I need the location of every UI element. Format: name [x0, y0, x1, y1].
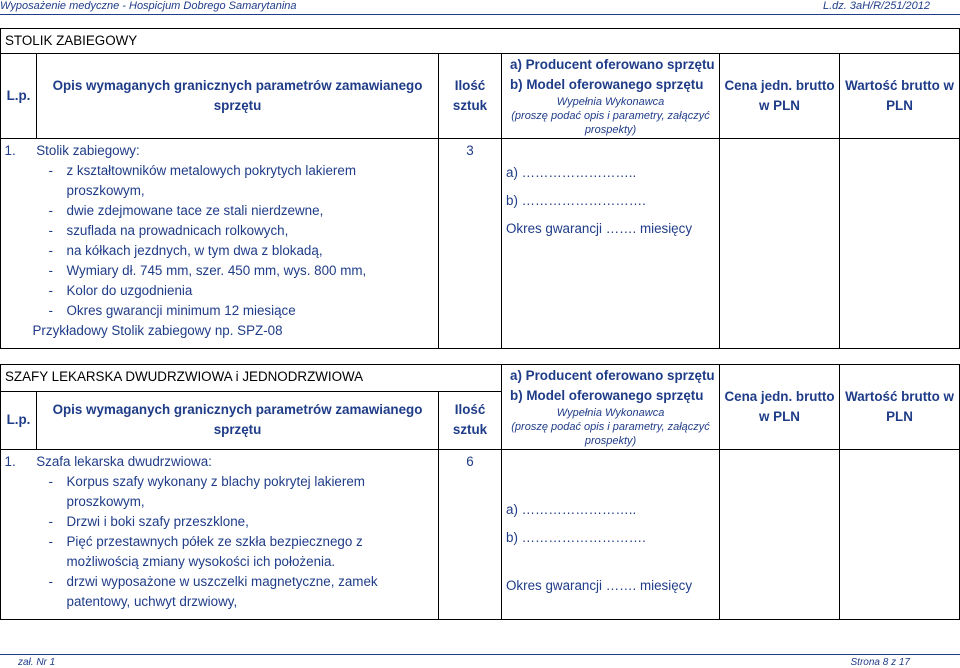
item-number: 1.: [4, 143, 16, 158]
col-header-desc: Opis wymaganych granicznych parametrów zamawianego sprzętu: [37, 391, 439, 449]
col-header-lp: L.p.: [1, 391, 37, 449]
col-header-total: Wartość brutto w PLN: [840, 365, 960, 450]
spec-item: - Wymiary dł. 745 mm, szer. 450 mm, wys. 800 mm,: [31, 261, 435, 281]
total-cell: [840, 450, 960, 620]
spec-item: - szuflada na prowadnicach rolkowych,: [31, 221, 435, 241]
fill-b: b) ……………………….: [506, 193, 646, 208]
table-title: SZAFY LEKARSKA DWUDRZWIOWA i JEDNODRZWIOWA: [1, 365, 502, 392]
table-stolik: [0, 28, 960, 349]
item-name: Szafa lekarska dwudrzwiowa:: [36, 454, 212, 469]
col-header-qty: Ilość sztuk: [439, 54, 502, 139]
col-header-lp: L.p.: [1, 54, 37, 139]
producer-a-label: a) Producent oferowano sprzętu: [510, 368, 715, 383]
producer-fill: [502, 139, 720, 349]
spec-item: - drzwi wyposażone w uszczelki magnetyczne, zamek patentowy, uchwyt drzwiowy,: [31, 572, 435, 612]
page-number: Strona 8 z 17: [850, 657, 910, 668]
producer-note2: (proszę podać opis i parametry, załączyć prospekty): [511, 421, 710, 447]
spec-item: - z kształtowników metalowych pokrytych lakierem proszkowym,: [31, 161, 435, 201]
col-header-producer: [502, 365, 720, 450]
spec-item: - Pięć przestawnych półek ze szkła bezpiecznego z możliwością zmiany wysokości ich położenia.: [31, 532, 435, 572]
spec-item: - dwie zdejmowane tace ze stali nierdzewne,: [31, 201, 435, 221]
item-qty: 6: [439, 450, 502, 620]
unit-price-cell: [720, 139, 840, 349]
spec-item: - Korpus szafy wykonany z blachy pokrytej lakierem proszkowym,: [31, 472, 435, 512]
table-szafy: [0, 364, 960, 620]
item-description: [4, 139, 439, 349]
item-number: 1.: [4, 454, 16, 469]
producer-a-label: a) Producent oferowano sprzętu: [510, 57, 715, 72]
spec-item: - Drzwi i boki szafy przeszklone,: [31, 512, 435, 532]
producer-note2: (proszę podać opis i parametry, załączyć prospekty): [511, 110, 710, 136]
warranty-fill: Okres gwarancji ……. miesięcy: [506, 221, 693, 236]
item-name: Stolik zabiegowy:: [36, 143, 140, 158]
warranty-fill: Okres gwarancji ……. miesięcy: [506, 578, 693, 593]
header-divider: [0, 14, 960, 15]
footer-left: zał. Nr 1: [18, 657, 56, 668]
footer-divider: [0, 654, 960, 655]
table-title: STOLIK ZABIEGOWY: [1, 29, 960, 54]
producer-b-label: b) Model oferowanego sprzętu: [510, 388, 704, 403]
spec-list: [31, 472, 435, 612]
page-header: [0, 0, 960, 14]
col-header-qty: Ilość sztuk: [439, 391, 502, 449]
total-cell: [840, 139, 960, 349]
header-right: L.dz. 3aH/R/251/2012: [822, 0, 930, 12]
spec-item: - Kolor do uzgodnienia: [31, 281, 435, 301]
producer-note1: Wypełnia Wykonawca: [556, 407, 665, 419]
col-header-unit-price: Cena jedn. brutto w PLN: [720, 365, 840, 450]
producer-b-label: b) Model oferowanego sprzętu: [510, 77, 704, 92]
item-qty: 3: [439, 139, 502, 349]
fill-a: a) ……………………..: [506, 502, 637, 517]
unit-price-cell: [720, 450, 840, 620]
col-header-producer: [502, 54, 720, 139]
col-header-total: Wartość brutto w PLN: [840, 54, 960, 139]
spec-list: [31, 161, 435, 321]
spec-item: - Okres gwarancji minimum 12 miesiące: [31, 301, 435, 321]
fill-b: b) ……………………….: [506, 530, 646, 545]
item-description: [4, 450, 439, 620]
col-header-desc: Opis wymaganych granicznych parametrów zamawianego sprzętu: [37, 54, 439, 139]
col-header-unit-price: Cena jedn. brutto w PLN: [720, 54, 840, 139]
spec-item: - na kółkach jezdnych, w tym dwa z blokadą,: [31, 241, 435, 261]
header-left: Wyposażenie medyczne - Hospicjum Dobrego Samarytanina: [0, 0, 297, 12]
fill-a: a) ……………………..: [506, 165, 637, 180]
producer-note1: Wypełnia Wykonawca: [556, 96, 665, 108]
example-model: Przykładowy Stolik zabiegowy np. SPZ-08: [32, 323, 283, 338]
producer-fill: [502, 450, 720, 620]
